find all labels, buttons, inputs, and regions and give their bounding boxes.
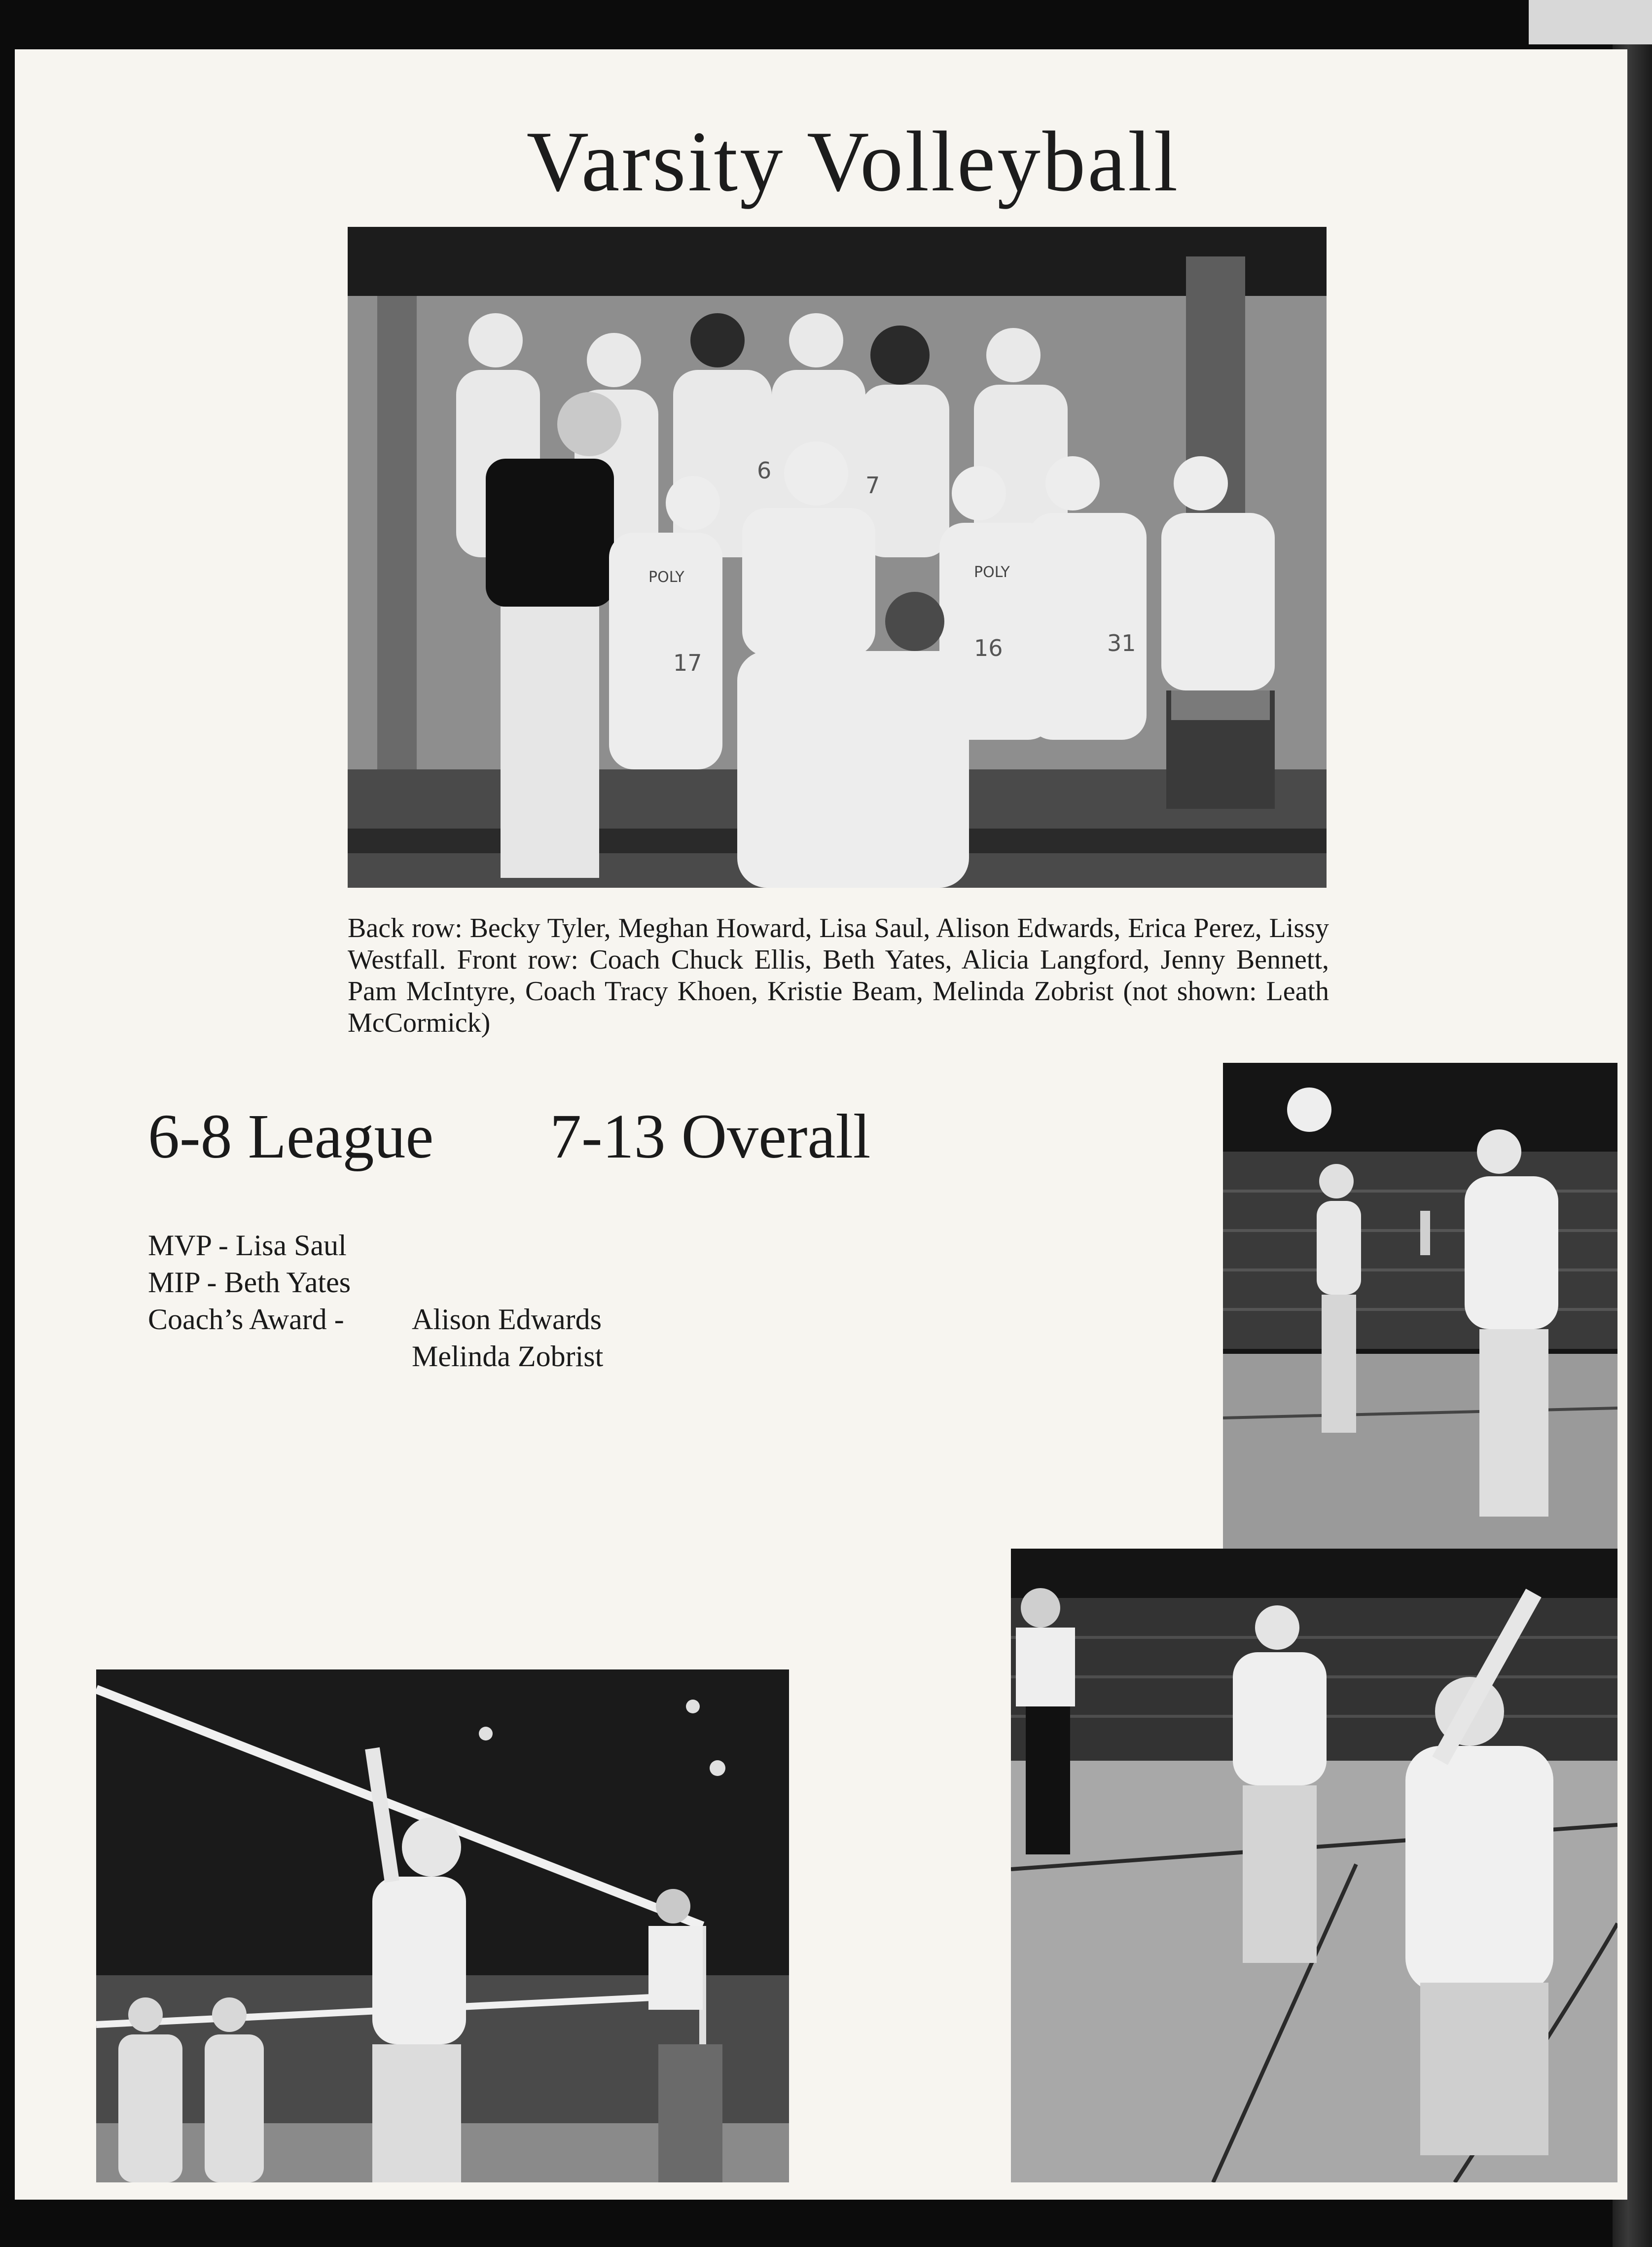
award-coaches-recipient: Melinda Zobrist <box>412 1340 604 1373</box>
jersey-number: 7 <box>865 472 880 499</box>
award-mip: MIP - Beth Yates <box>148 1266 351 1299</box>
award-mvp: MVP - Lisa Saul <box>148 1229 347 1262</box>
team-photo-caption: Back row: Becky Tyler, Meghan Howard, Lisa Saul, Alison Edwards, Erica Perez, Lissy Westfall. Front row: Coach Chuck Ellis, Beth Yates, Alicia Langford, Jenny Bennett, Pam McIntyre, Coach Tracy Khoen, Kristie Beam, Melinda Zobrist (not shown: Leath McCormick) <box>348 913 1329 1038</box>
action-photo-serve-image <box>1223 1063 1617 1551</box>
action-photo-serve <box>1223 1063 1617 1551</box>
jersey-number: 31 <box>1107 630 1136 656</box>
award-coaches: Coach’s Award - <box>148 1303 344 1336</box>
overall-record: 7-13 Overall <box>550 1101 871 1171</box>
svg-text:POLY: POLY <box>648 569 684 586</box>
team-photo <box>348 227 1327 888</box>
yearbook-page <box>15 49 1627 2200</box>
action-photo-bump-image <box>1011 1549 1617 2182</box>
action-photo-spike <box>96 1669 789 2182</box>
action-photo-bump <box>1011 1549 1617 2182</box>
league-record: 6-8 League <box>148 1101 434 1171</box>
award-coaches-recipient: Alison Edwards <box>412 1303 602 1336</box>
jersey-number: 6 <box>757 457 772 484</box>
page-title: Varsity Volleyball <box>526 113 1180 209</box>
svg-text:POLY: POLY <box>974 564 1010 581</box>
scan-edge-top <box>1529 0 1652 44</box>
action-photo-spike-image <box>96 1669 789 2182</box>
jersey-number: 16 <box>974 635 1003 661</box>
jersey-number: 17 <box>673 650 702 676</box>
team-photo-image <box>348 227 1327 888</box>
